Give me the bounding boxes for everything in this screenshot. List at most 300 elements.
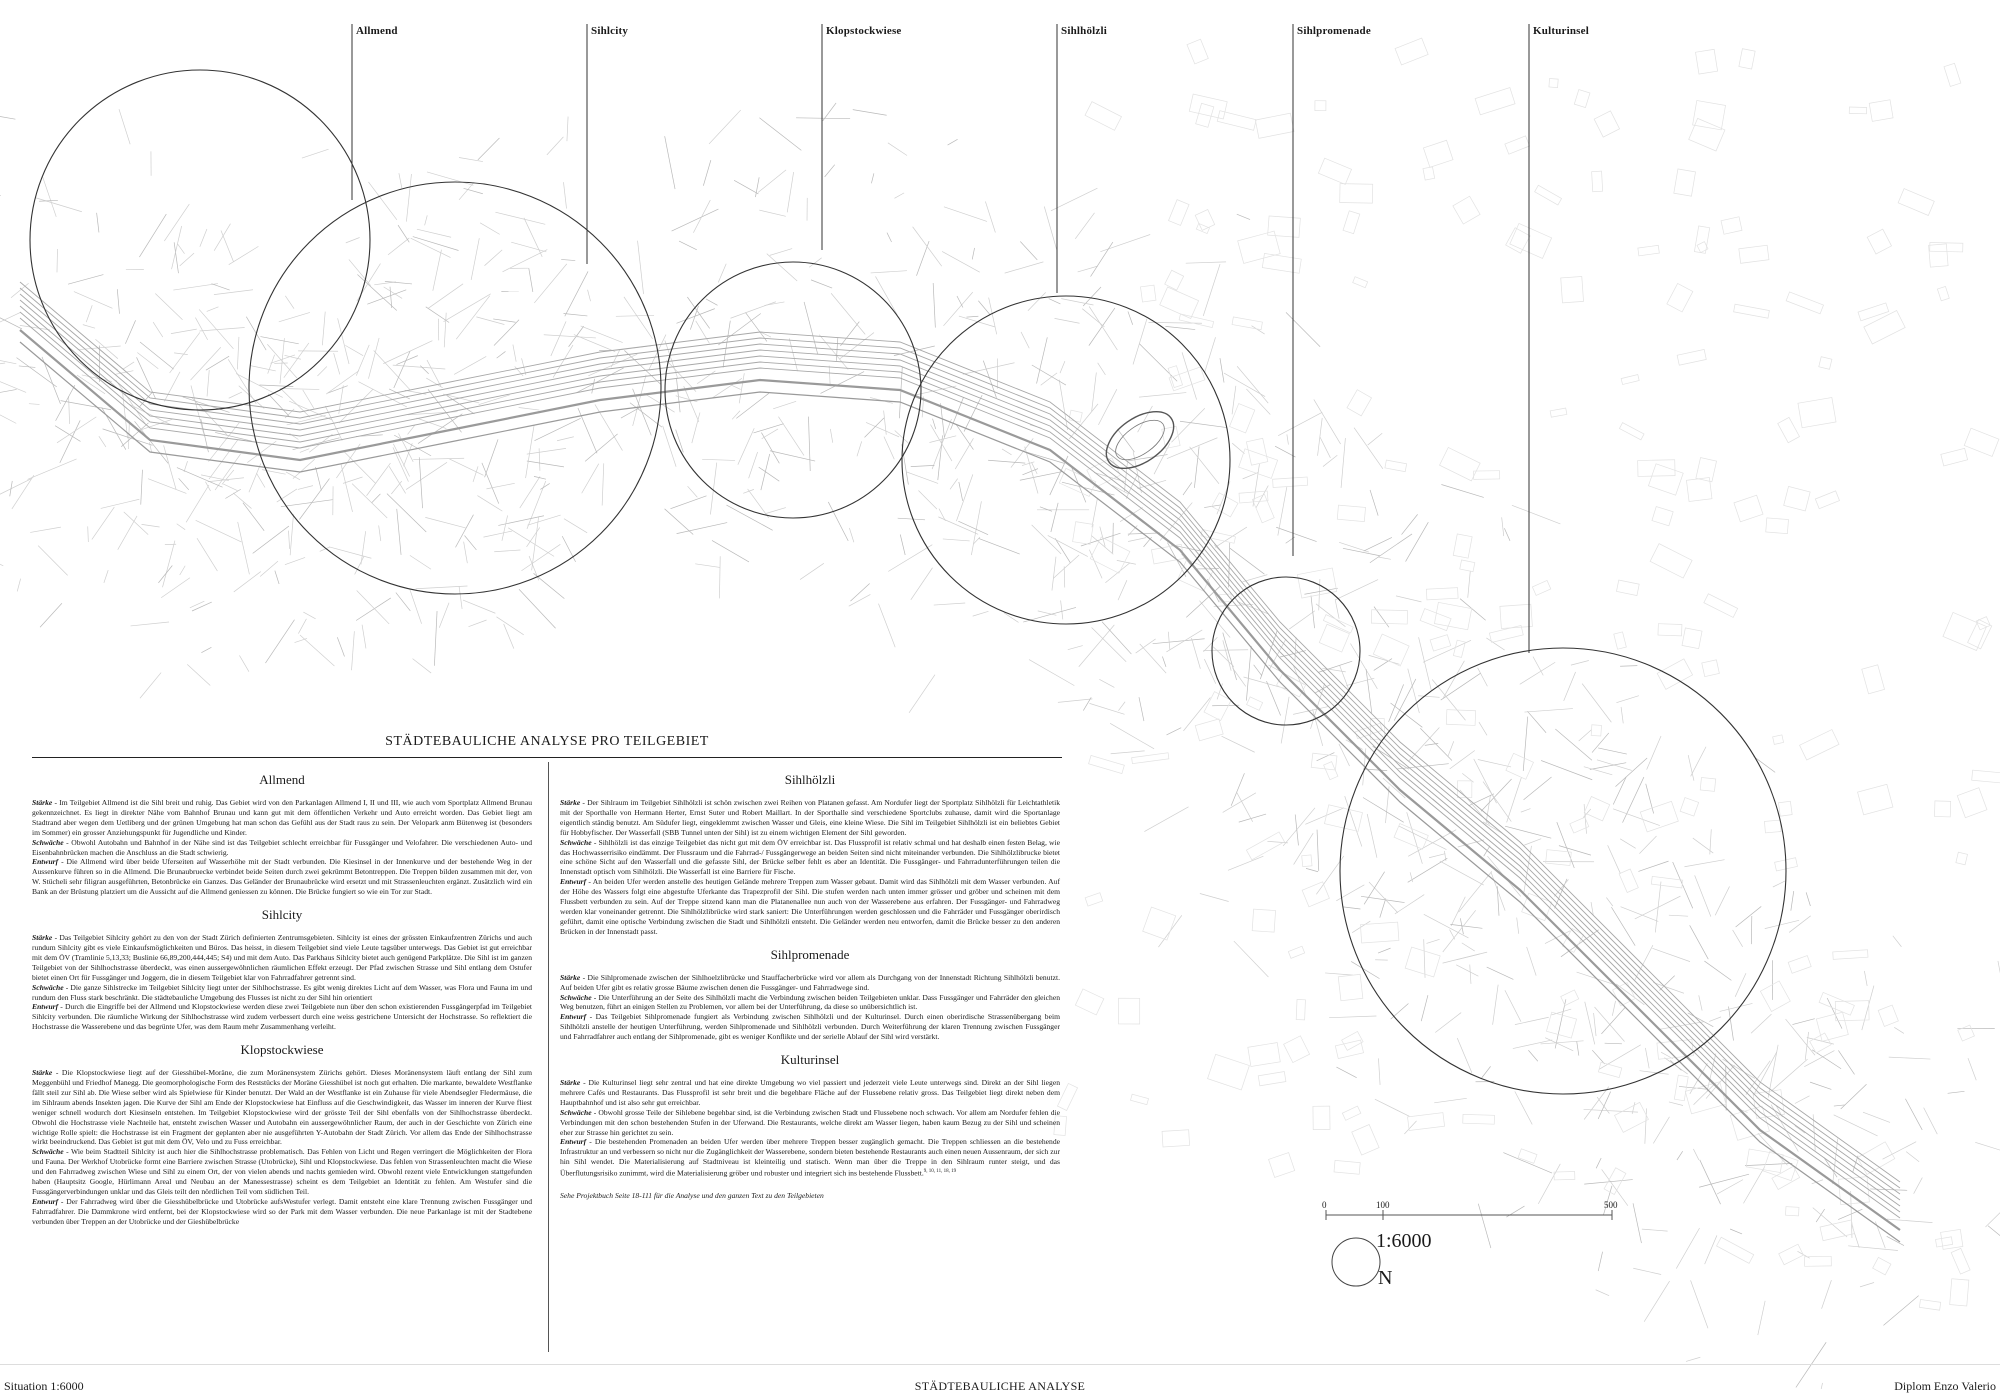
street-segment	[1434, 1098, 1467, 1102]
city-block	[1246, 832, 1284, 860]
street-segment	[1765, 920, 1799, 928]
street-segment	[900, 535, 905, 555]
street-segment	[1848, 1246, 1898, 1251]
street-segment	[978, 538, 1019, 554]
street-segment	[206, 356, 229, 370]
city-block	[1315, 101, 1326, 111]
street-segment	[1402, 514, 1418, 534]
street-segment	[1366, 669, 1372, 713]
paragraph	[32, 933, 532, 983]
city-block	[1337, 505, 1365, 522]
street-segment	[527, 448, 566, 454]
street-segment	[1237, 366, 1268, 403]
street-segment	[1168, 632, 1170, 650]
street-segment	[1224, 373, 1265, 397]
street-segment	[1838, 1050, 1854, 1074]
street-segment	[496, 617, 523, 635]
city-block	[1721, 217, 1742, 234]
street-segment	[534, 264, 566, 303]
paragraph-lead: Entwurf	[32, 857, 58, 866]
paragraph-lead: Schwäche	[560, 1108, 592, 1117]
street-segment	[755, 177, 759, 197]
street-segment	[494, 550, 520, 552]
city-block	[1195, 719, 1223, 741]
street-segment	[684, 386, 699, 422]
street-segment	[706, 299, 718, 305]
street-segment	[1089, 306, 1117, 350]
street-segment	[738, 428, 754, 464]
street-segment	[702, 459, 735, 460]
city-block	[1446, 710, 1475, 726]
street-segment	[124, 512, 148, 535]
street-segment	[697, 371, 715, 384]
street-segment	[17, 579, 20, 592]
stadium-track	[1096, 400, 1183, 480]
street-segment	[425, 517, 465, 528]
paragraph-lead: Stärke	[560, 973, 580, 982]
street-segment	[1914, 1178, 1923, 1194]
street-segment	[1621, 707, 1623, 723]
street-segment	[158, 565, 172, 582]
street-segment	[285, 296, 294, 309]
street-segment	[413, 659, 432, 673]
street-segment	[1599, 1045, 1641, 1070]
city-block	[1764, 820, 1781, 833]
street-segment	[322, 312, 325, 346]
street-segment	[200, 328, 245, 332]
street-segment	[1517, 918, 1519, 934]
city-block	[1858, 303, 1889, 321]
city-block	[1689, 118, 1725, 151]
paragraph	[32, 1147, 532, 1197]
street-segment	[887, 233, 892, 242]
street-segment	[894, 193, 904, 198]
street-segment	[368, 338, 379, 379]
street-segment	[473, 466, 478, 482]
street-segment	[215, 454, 240, 490]
street-segment	[1287, 434, 1289, 444]
street-segment	[1688, 755, 1694, 781]
street-segment	[1887, 1236, 1904, 1245]
street-segment	[19, 366, 36, 368]
city-block	[1201, 529, 1236, 543]
street-segment	[1968, 1058, 1976, 1080]
section-heading-sihlpromenade: Sihlpromenade	[560, 947, 1060, 963]
street-segment	[1985, 1191, 2000, 1227]
street-segment	[12, 475, 34, 509]
street-segment	[1611, 907, 1635, 946]
street-segment	[1346, 678, 1374, 685]
street-segment	[1484, 846, 1490, 856]
street-segment	[406, 462, 447, 489]
street-segment	[1598, 1252, 1602, 1271]
street-segment	[985, 201, 995, 232]
paragraph-text: - Die Unterführung an der Seite des Sihlhölzli macht die Verbindung zwischen beiden Teilgebieten unklar. Dass Fussgänger und Fahrräder den gleichen Weg benutzen, führt an einigen Stellen zu Problemen, vor allem bei der Unterführung, da diese so unübersichtlich ist.	[560, 993, 1060, 1012]
street-segment	[1406, 522, 1429, 561]
street-segment	[1481, 1066, 1491, 1079]
street-segment	[526, 425, 535, 478]
street-segment	[1638, 861, 1668, 871]
street-segment	[1620, 839, 1636, 849]
street-segment	[344, 452, 375, 484]
street-segment	[988, 460, 1025, 463]
street-segment	[39, 200, 58, 201]
street-segment	[1545, 1038, 1573, 1051]
street-segment	[1653, 1117, 1669, 1144]
street-segment	[1804, 1051, 1834, 1067]
street-segment	[123, 362, 134, 369]
street-segment	[1699, 995, 1702, 1010]
street-segment	[171, 329, 197, 334]
city-block	[1297, 568, 1336, 598]
street-segment	[1612, 1001, 1615, 1016]
city-block	[1546, 850, 1572, 866]
street-segment	[1905, 1099, 1922, 1130]
street-segment	[944, 207, 987, 222]
city-block	[1453, 640, 1465, 657]
street-segment	[379, 525, 381, 541]
street-segment	[1368, 433, 1383, 445]
street-segment	[1557, 822, 1574, 868]
projektbuch-note: Sehe Projektbuch Seite 18-111 für die Analyse und den ganzen Text zu den Teilgebieten	[560, 1191, 1060, 1201]
street-segment	[557, 437, 574, 441]
street-segment	[973, 611, 989, 616]
street-segment	[117, 289, 119, 314]
street-segment	[1795, 1096, 1810, 1104]
street-segment	[916, 386, 956, 395]
street-segment	[1834, 1115, 1878, 1136]
street-segment	[1369, 655, 1400, 664]
street-segment	[1204, 659, 1215, 684]
city-block	[1819, 992, 1854, 1015]
paragraph-lead: Entwurf	[560, 877, 586, 886]
city-block	[1677, 349, 1706, 365]
street-segment	[871, 173, 873, 183]
paragraph-text: - Die Klopstockwiese liegt auf der Giesshübel-Moräne, die zum Moränensystem Zürichs gehört. Dieses Moränensystem läuft entlang der Sihl zum Meggenbühl und Friedhof Manegg. Die geomorphologische Form des Reststücks der Moräne Giesshübel ist noch gut erhalten. Die markante, bewaldete Westflanke fällt steil zur Sihl ab. Die Wiese selber wird als Spielwiese für Kinder benutzt. Der Wald an der Westflanke ist ein Zuhause für viele Abendsegler Fledermäuse, die im Sihlraum abends Insekten jagen. Die Kurve der Sihl am Ende der Klopstockwiese hat Einfluss auf die Geschwindigkeit, das Wasser im inneren der Kurve fliest weniger schnell wodurch dort Kiesinseln entstehen. Im Teilgebiet Klopstockwiese wird der grösste Teil der Sihl ebenfalls von der Sihlhochstrasse überdeckt. Obwohl die Hochstrasse viele Nachteile hat, entsteht zwischen Wasser und Autobahn ein aussergewöhnlicher Raum, der auch in der Geschichte von Zürich eine wichtige Rolle spielt: die Hochstrasse ist ein Fragment der geplanten aber nie ausgeführten Y-Autobahn der Stadt Zürich. Vor allem das Ende der Sihlhochstrasse wirkt beeindruckend. Das Gebiet ist gut mit dem ÖV, Velo und zu Fuss erreichbar.	[32, 1068, 532, 1146]
paragraph-text: - Das Teilgebiet Sihlcity gehört zu den von der Stadt Zürich definierten Zentrumsgebieten. Sihlcity ist eines der grössten Einkaufzentren Zürichs und auch rundum Sihlcity gibt es viele Einkaufsmöglichkeiten und Büros. Das heisst, in diesem Teilgebiet sind viele Leute tagsüber unterwegs. Das Gebiet ist gut erreichbar mit dem ÖV (Tramlinie 5,13,33; Buslinie 66,89,200,444,445; S4) und mit dem Auto. Das Parkhaus Sihlcity bietet auch genügend Parkplätze. Die Sihl ist im ganzen Teilgebiet von der Sihlhochstrasse überdeckt, was einen aussergewöhnlichen räumlichen Effekt erzeugt. Der Pfad zwischen Strasse und Sihl entlang dem Ostufer bietet einen Ort für Fussgänger und Joggern, die in diesem Teilgebiet klar von Fahrradfahrer getrennt sind.	[32, 933, 532, 982]
analysis-circle-allmend	[30, 70, 370, 410]
city-block	[1591, 725, 1601, 736]
street-segment	[1286, 537, 1295, 543]
street-segment	[1374, 659, 1392, 671]
street-segment	[82, 375, 112, 382]
street-segment	[1633, 1203, 1641, 1243]
street-segment	[611, 349, 620, 367]
street-segment	[187, 664, 210, 685]
street-segment	[534, 573, 565, 598]
street-segment	[1408, 727, 1439, 761]
street-segment	[931, 425, 952, 461]
street-segment	[162, 541, 174, 588]
street-segment	[1684, 860, 1724, 867]
street-segment	[850, 583, 869, 601]
paragraph-text: - Durch die Eingriffe bei der Allmend und Klopstockwiese werden diese zwei Teilgebiete nun über den schon existierenden Fussgängerpfad im Teilgebiet Sihlcity verbunden. Die räumliche Wirkung der Sihlhochstrasse wird zudem verbessert durch eine weiss gestrichene Untersicht der Hochstrasse. So reflektiert die Hochstrasse die Wasserebene und das begrünte Ufer, was dem Raum mehr Zusammenhang verleiht.	[32, 1002, 532, 1031]
street-segment	[1420, 728, 1452, 760]
city-block	[1815, 491, 1839, 509]
street-segment	[1515, 1017, 1549, 1024]
street-segment	[547, 137, 564, 155]
paragraph	[560, 1108, 1060, 1138]
street-segment	[195, 318, 207, 340]
street-segment	[394, 351, 410, 388]
paragraph	[560, 1137, 1060, 1178]
street-segment	[726, 505, 772, 530]
street-segment	[1340, 665, 1350, 692]
street-segment	[1215, 527, 1247, 547]
section-heading-kulturinsel: Kulturinsel	[560, 1052, 1060, 1068]
street-segment	[164, 372, 180, 402]
city-block	[1500, 604, 1532, 628]
street-segment	[459, 586, 462, 609]
street-segment	[1860, 1282, 1874, 1286]
city-block	[1232, 317, 1262, 330]
street-segment	[1527, 711, 1546, 732]
street-segment	[884, 437, 894, 460]
street-segment	[214, 290, 253, 295]
city-block	[1786, 292, 1823, 314]
city-block	[1779, 1244, 1804, 1265]
city-block	[1800, 730, 1839, 760]
street-segment	[759, 118, 801, 151]
city-block	[1252, 909, 1275, 932]
street-segment	[773, 401, 796, 409]
city-block	[1702, 660, 1720, 677]
footer-situation: Situation 1:6000	[4, 1379, 84, 1394]
city-block	[1561, 990, 1579, 1006]
city-block	[1857, 1142, 1894, 1175]
street-segment	[454, 356, 486, 374]
street-segment	[1450, 751, 1475, 769]
street-segment	[413, 458, 464, 459]
city-block	[1284, 1036, 1310, 1063]
street-segment	[1128, 538, 1146, 542]
street-segment	[1068, 646, 1083, 650]
city-block	[1873, 1257, 1891, 1274]
paragraph-text: - Der Sihlraum im Teilgebiet Sihlhölzli ist schön zwischen zwei Reihen von Platanen gefasst. Am Nordufer liegt der Sportplatz Sihlhölzli für Leichtathletik mit der Sporthalle von Hermann Herter, Ernst Suter und Robert Maillart. In der Sporthalle sind verschiedene Sportclubs zuhause, damit wird die Sportanlage eigentlich ständig benutzt. Am Südufer liegt, eingeklemmt zwischen Wasser und Gleis, eine kleine Wiese. Die Sihl im Teilgebiet Sihlhölzli ist ein beliebtes Gebiet für Hobbyfischer. Der Wasserfall (SBB Tunnel unten der Sihl) ist zu einem wichtigen Element der Sihl geworden.	[560, 798, 1060, 837]
street-segment	[268, 355, 275, 374]
city-block	[1615, 1102, 1649, 1132]
street-segment	[588, 290, 591, 301]
street-segment	[1311, 596, 1315, 629]
street-segment	[1924, 1108, 1938, 1135]
street-segment	[800, 563, 824, 579]
street-segment	[761, 454, 770, 490]
street-segment	[933, 283, 935, 328]
street-segment	[978, 301, 990, 315]
street-segment	[1369, 882, 1398, 913]
street-segment	[101, 499, 140, 508]
street-segment	[1493, 985, 1499, 1025]
street-segment	[485, 250, 503, 266]
paragraph	[560, 1012, 1060, 1042]
street-segment	[1055, 318, 1080, 323]
street-segment	[327, 386, 347, 393]
city-block	[1682, 628, 1702, 649]
street-segment	[718, 264, 726, 283]
street-segment	[1139, 344, 1177, 382]
street-segment	[565, 271, 588, 316]
street-segment	[809, 258, 821, 267]
street-segment	[391, 481, 401, 494]
street-segment	[298, 486, 313, 490]
street-segment	[1579, 730, 1592, 741]
city-block	[1238, 231, 1281, 263]
street-segment	[497, 351, 506, 358]
street-segment	[524, 218, 542, 257]
street-segment	[1863, 1112, 1890, 1122]
street-segment	[1597, 1097, 1609, 1113]
street-segment	[1343, 907, 1360, 909]
street-segment	[1232, 443, 1244, 453]
street-segment	[1275, 446, 1295, 457]
street-segment	[1883, 1142, 1917, 1159]
street-segment	[234, 572, 261, 592]
scale-ratio: 1:6000	[1376, 1230, 1432, 1253]
street-segment	[164, 445, 176, 489]
street-segment	[1029, 660, 1074, 686]
street-segment	[1399, 826, 1447, 849]
street-segment	[956, 474, 972, 521]
footnote-refs: 9, 10, 11, 18, 19	[924, 1169, 956, 1174]
street-segment	[42, 357, 60, 404]
street-segment	[676, 378, 680, 412]
street-segment	[1709, 1017, 1721, 1022]
analysis-column-left	[32, 762, 532, 1227]
street-segment	[1200, 894, 1229, 902]
street-segment	[455, 515, 473, 548]
street-segment	[938, 435, 943, 480]
city-block	[1619, 423, 1644, 440]
paragraph-lead: Stärke	[560, 798, 580, 807]
street-segment	[1791, 891, 1794, 911]
paragraph-lead: Schwäche	[32, 838, 64, 847]
street-segment	[1021, 332, 1029, 348]
street-segment	[567, 117, 568, 142]
street-segment	[770, 451, 815, 461]
street-segment	[1166, 630, 1202, 652]
street-segment	[551, 321, 566, 356]
street-segment	[68, 275, 103, 285]
analysis-column-right	[560, 762, 1060, 1201]
north-arrow-circle	[1332, 1238, 1380, 1286]
street-segment	[1635, 945, 1653, 980]
street-segment	[1165, 326, 1195, 329]
street-segment	[1887, 1219, 1932, 1223]
street-segment	[1561, 930, 1599, 957]
street-segment	[260, 337, 298, 344]
street-segment	[1223, 793, 1256, 813]
street-segment	[1598, 748, 1627, 754]
city-block	[1352, 1125, 1379, 1156]
street-segment	[971, 501, 981, 555]
street-segment	[592, 379, 595, 394]
street-segment	[1448, 741, 1454, 756]
street-segment	[1060, 361, 1065, 373]
street-segment	[1253, 464, 1259, 506]
street-segment	[1645, 1048, 1649, 1068]
street-segment	[1252, 326, 1265, 334]
street-segment	[371, 494, 380, 503]
street-segment	[767, 254, 797, 281]
street-segment	[1118, 580, 1127, 600]
street-segment	[1834, 1105, 1845, 1106]
paragraph-text: - Die Kulturinsel liegt sehr zentral und hat eine direkte Umgebung wo viel passiert und jederzeit viele Leute unterwegs sind. Direkt an der Sihl liegen mehrere Cafés und Restaurants. Das Flussprofil ist sehr breit und die begehbare Fläche auf der Flussebene relativ gross. Das Teilgebiet liegt direkt neben dem Hauptbahnhof und ist also sehr gut erreichbar.	[560, 1078, 1060, 1107]
street-segment	[911, 568, 933, 600]
street-segment	[1378, 1058, 1380, 1085]
street-segment	[40, 603, 62, 627]
street-segment	[1441, 484, 1483, 497]
city-block	[1510, 223, 1552, 258]
city-block	[1739, 49, 1755, 69]
street-segment	[825, 165, 835, 177]
north-indicator: N	[1378, 1267, 1392, 1290]
street-segment	[299, 479, 329, 520]
city-block	[1132, 753, 1169, 764]
street-segment	[1459, 871, 1492, 912]
paragraph-lead: Stärke	[560, 1078, 580, 1087]
city-block	[1258, 1072, 1286, 1086]
street-segment	[1341, 438, 1345, 488]
street-segment	[539, 448, 540, 470]
street-segment	[934, 603, 965, 605]
callout-leaders	[352, 24, 1529, 653]
street-segment	[1339, 744, 1350, 766]
street-segment	[174, 353, 188, 355]
city-block	[1958, 1025, 1975, 1041]
city-block	[1833, 950, 1868, 960]
street-segment	[1594, 1013, 1596, 1036]
street-segment	[585, 434, 618, 461]
street-segment	[1144, 807, 1188, 832]
street-segment	[300, 635, 334, 666]
street-segment	[1418, 696, 1439, 698]
street-segment	[950, 479, 958, 490]
city-block	[1819, 357, 1832, 370]
street-segment	[672, 209, 719, 231]
city-block	[1373, 634, 1409, 666]
street-segment	[1044, 206, 1056, 249]
section-heading-sihlhoelzli: Sihlhölzli	[560, 772, 1060, 788]
street-segment	[762, 429, 778, 439]
street-segment	[0, 389, 17, 395]
city-block	[1898, 189, 1934, 216]
street-segment	[739, 373, 744, 403]
street-segment	[1528, 1050, 1537, 1061]
street-segment	[161, 578, 190, 598]
street-segment	[200, 229, 207, 247]
paragraph-text: - An beiden Ufer werden anstelle des heutigen Gelände mehrere Treppen zum Wasser gebaut. Damit wird das Sihlhölzli mit dem Wasser verbunden. Auf der Höhe des Wassers folgt eine abgestufte Uferkante das Trapezprofil der Sihl. Die stufen werden nach unten immer grösser und gröber und scheinen mit dem Flussbett verbunden zu sein. Auf der Treppe sitzend kann man die Platanenallee nun auch von der Wasserebene aus erfahren. Der Fussgänger- und Fahrradweg werden klar voneinander getrennt. Die Sihlhölzlibrücke wird stark saniert: Die Unterführungen werden geschlossen und die Fahrräder und Fussgänger oberirdisch geführt, damit eine optische Verbindung zwischen die Stadt und Sihlhölzli entsteht. Die Geländer werden neu entworfen, damit die Brücke besser zu den anderen Brücken in der Innenstadt passt.	[560, 877, 1060, 936]
street-segment	[1723, 1059, 1755, 1078]
paragraph	[32, 1068, 532, 1147]
street-segment	[265, 620, 294, 663]
street-segment	[1541, 760, 1592, 779]
street-segment	[334, 353, 340, 374]
street-segment	[508, 528, 554, 557]
street-segment	[1432, 680, 1465, 721]
street-segment	[0, 363, 5, 368]
street-segment	[104, 570, 108, 583]
city-block	[1273, 477, 1308, 488]
city-block	[1143, 907, 1176, 940]
street-segment	[396, 593, 411, 611]
street-segment	[1061, 299, 1093, 305]
street-segment	[1582, 684, 1611, 723]
city-block	[1674, 169, 1696, 196]
city-block	[1118, 998, 1139, 1024]
city-block	[1717, 1237, 1754, 1263]
street-segment	[1191, 638, 1200, 669]
street-segment	[1487, 967, 1514, 979]
